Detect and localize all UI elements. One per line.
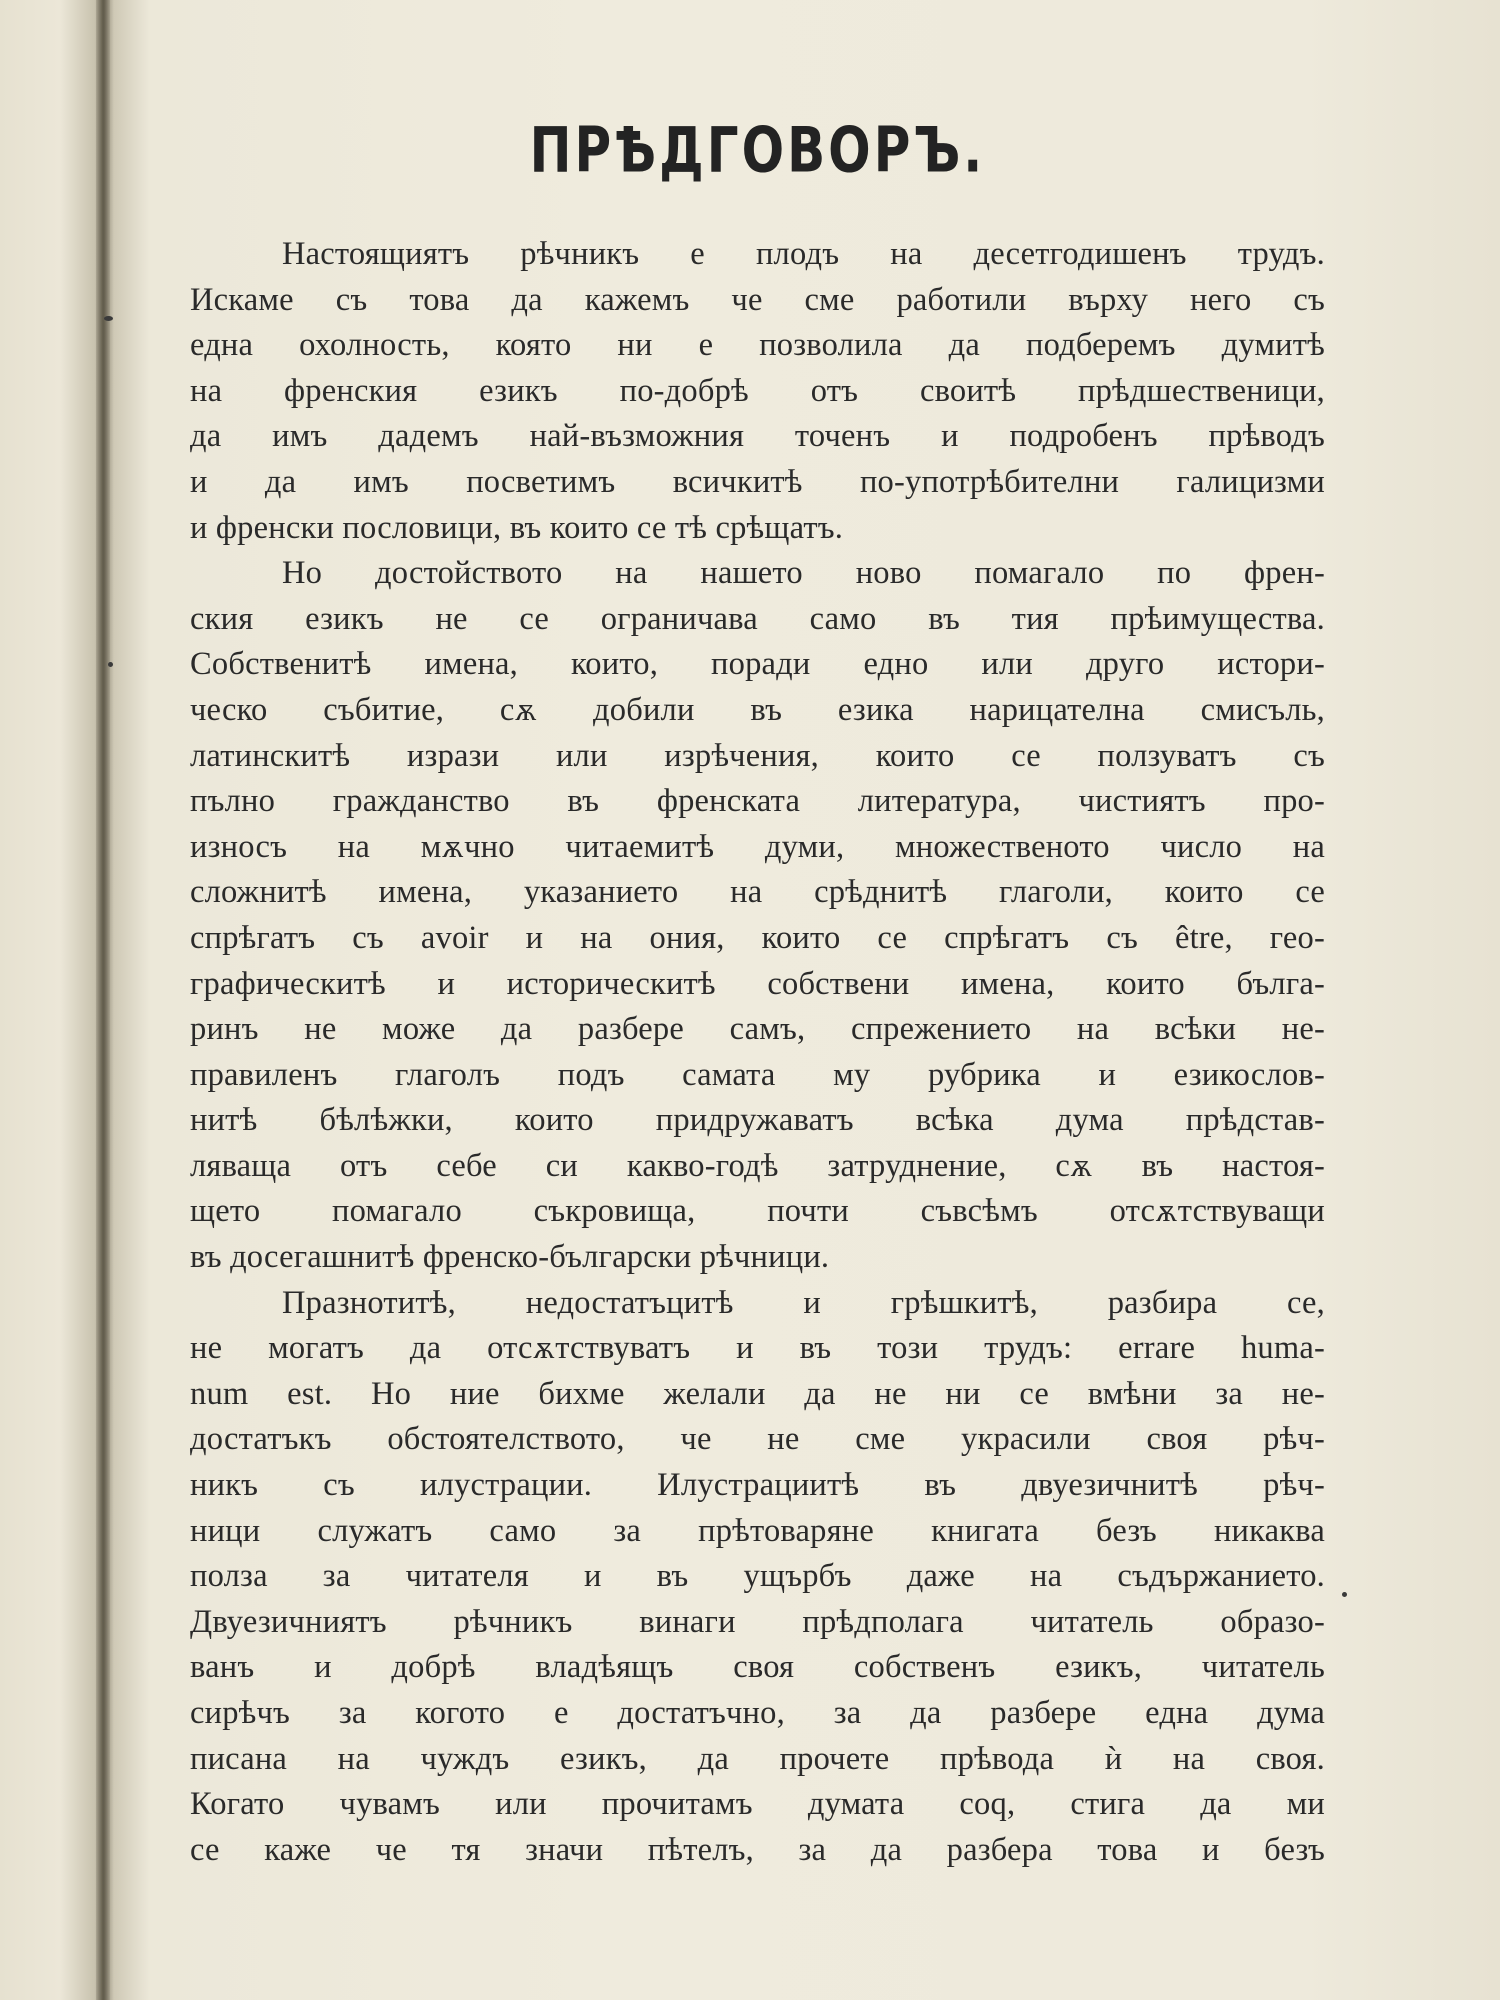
text-line: износъ на мѫчно читаемитѣ думи, множественото число на bbox=[190, 828, 1325, 865]
text-line: ници служатъ само за прѣтоваряне книгата безъ никаква bbox=[190, 1512, 1325, 1549]
text-line: ческо събитие, сѫ добили въ езика нарицателна смисъль, bbox=[190, 691, 1325, 728]
paragraph-3 bbox=[190, 1281, 1325, 1874]
text-line: ляваща отъ себе си какво-годѣ затруднение, сѫ въ настоя- bbox=[190, 1147, 1325, 1184]
page-speck bbox=[108, 662, 113, 667]
text-line: графическитѣ и историческитѣ собствени имена, които бълга- bbox=[190, 965, 1325, 1002]
text-line: не могатъ да отсѫтствуватъ и въ този трудъ: errare huma- bbox=[190, 1330, 1325, 1367]
text-line: въ досегашнитѣ френско-български рѣчници. bbox=[190, 1239, 830, 1276]
text-line: Но достойството на нашето ново помагало по френ- bbox=[282, 555, 1325, 592]
text-line: латинскитѣ изрази или изрѣчения, които се ползуватъ съ bbox=[190, 737, 1325, 774]
text-line: ринъ не може да разбере самъ, спрежението на всѣки не- bbox=[190, 1011, 1325, 1048]
text-line: Настоящиятъ рѣчникъ е плодъ на десетгодишенъ трудъ. bbox=[282, 236, 1325, 272]
text-line: спрѣгатъ съ avoir и на ония, които се спрѣгатъ съ être, гео- bbox=[190, 919, 1325, 956]
text-line: Когато чувамъ или прочитамъ думата coq, стига да ми bbox=[190, 1786, 1325, 1823]
text-line: сложнитѣ имена, указанието на срѣднитѣ глаголи, които се bbox=[190, 874, 1325, 911]
paragraph-2 bbox=[190, 551, 1325, 1281]
text-line: нитѣ бѣлѣжки, които придружаватъ всѣка дума прѣдстав- bbox=[190, 1102, 1325, 1139]
text-line: и френски пословици, въ които се тѣ срѣщатъ. bbox=[190, 509, 844, 546]
page-title: ПРѢДГОВОРЪ. bbox=[529, 113, 986, 187]
text-line: Празнотитѣ, недостатъцитѣ и грѣшкитѣ, разбира се, bbox=[282, 1284, 1325, 1321]
text-line: сирѣчъ за когото е достатъчно, за да разбере една дума bbox=[190, 1695, 1325, 1731]
text-line: писана на чуждъ езикъ, да прочете прѣвода ѝ на своя. bbox=[190, 1740, 1325, 1777]
text-line: num est. Но ние бихме желали да не ни се вмѣни за не- bbox=[190, 1375, 1325, 1412]
book-page bbox=[190, 80, 1325, 1980]
text-line: достатъкъ обстоятелството, че не сме украсили своя рѣч- bbox=[190, 1421, 1325, 1458]
book-gutter bbox=[96, 0, 110, 2000]
text-line: щето помагало съкровища, почти съвсѣмъ отсѫтствуващи bbox=[190, 1193, 1325, 1230]
text-line: пълно гражданство въ френската литература, чистиятъ про- bbox=[190, 783, 1325, 820]
page-speck bbox=[1342, 1592, 1347, 1597]
text-line: на френския езикъ по-добрѣ отъ своитѣ прѣдшественици, bbox=[190, 372, 1325, 409]
text-line: една охолность, която ни е позволила да подберемъ думитѣ bbox=[190, 327, 1325, 364]
text-line: Собственитѣ имена, които, поради едно или друго истори- bbox=[190, 646, 1325, 683]
text-line: Двуезичниятъ рѣчникъ винаги прѣдполага читатель образо- bbox=[190, 1603, 1325, 1640]
text-line: ския езикъ не се ограничава само въ тия прѣимущества. bbox=[190, 600, 1325, 637]
text-line: се каже че тя значи пѣтелъ, за да разбера това и безъ bbox=[190, 1831, 1325, 1868]
text-line: и да имъ посветимъ всичкитѣ по-употрѣбителни галицизми bbox=[190, 463, 1325, 500]
text-line: полза за читателя и въ ущърбъ даже на съдържанието. bbox=[190, 1558, 1325, 1595]
text-line: да имъ дадемъ най-възможния точенъ и подробенъ прѣводъ bbox=[190, 418, 1325, 455]
text-line: никъ съ илустрации. Илустрациитѣ въ двуезичнитѣ рѣч- bbox=[190, 1467, 1325, 1504]
text-line: правиленъ глаголъ подъ самата му рубрика и езикослов- bbox=[190, 1056, 1325, 1093]
page-speck bbox=[104, 316, 113, 321]
text-line: ванъ и добрѣ владѣящъ своя собственъ езикъ, читатель bbox=[190, 1649, 1325, 1686]
text-line: Искаме съ това да кажемъ че сме работили върху него съ bbox=[190, 281, 1325, 318]
paragraph-1 bbox=[190, 232, 1325, 551]
